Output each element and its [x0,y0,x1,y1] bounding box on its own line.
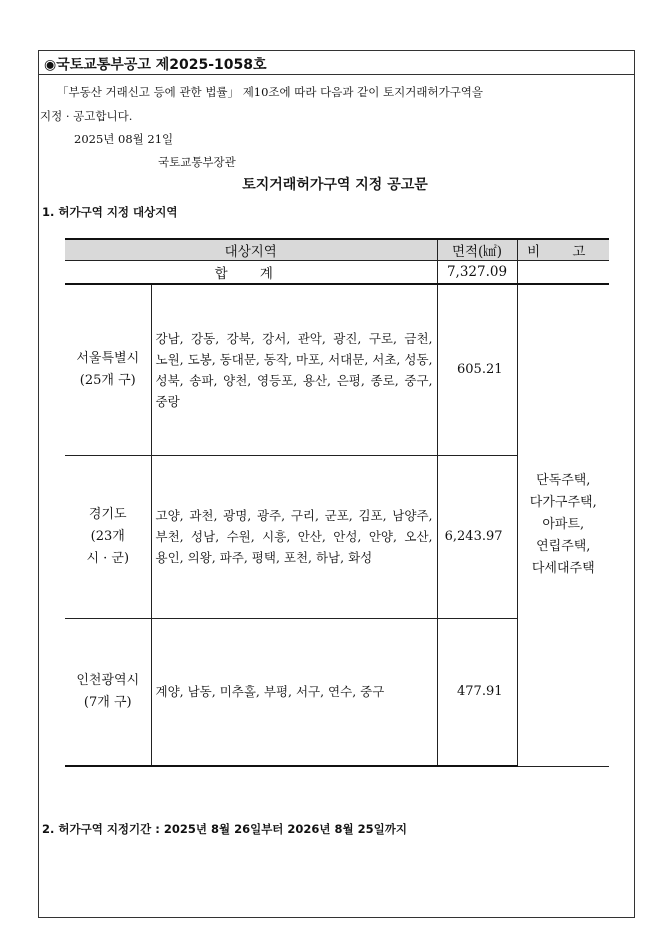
total-row [65,261,609,285]
document-title: 토지거래허가구역 지정 공고문 [242,177,428,193]
section-2-period: 2. 허가구역 지정기간 : 2025년 8월 26일부터 2026년 8월 25일까지 [42,822,407,836]
notice-date: 2025년 08월 21일 [74,132,174,146]
area-gyeonggi: 6,243.97 [437,455,517,618]
designated-areas-table [65,238,609,767]
header-divider [38,74,635,75]
districts-seoul: 강남, 강동, 강북, 강서, 관악, 광진, 구로, 금천, 노원, 도봉, 동대문, 동작, 마포, 서대문, 서초, 성동, 성북, 송파, 양천, 영등포, 용산, 은평, 종로, 중구, 중랑 [151,284,437,455]
header-region: 대상지역 [65,239,437,261]
region-seoul: 서울특별시 (25개 구) [65,284,151,455]
intro-line-2: 지정 · 공고합니다. [40,109,133,123]
housing-types-note: 단독주택, 다가구주택, 아파트, 연립주택, 다세대주택 [517,284,609,766]
total-note [517,261,609,285]
intro-line-1: 「부동산 거래신고 등에 관한 법률」 제10조에 따라 다음과 같이 토지거래허가구역을 [57,85,484,99]
notice-number: ◉국토교통부공고 제2025-1058호 [44,57,267,73]
table-row [65,284,609,455]
area-seoul: 605.21 [437,284,517,455]
issuer: 국토교통부장관 [158,155,236,169]
districts-gyeonggi: 고양, 과천, 광명, 광주, 구리, 군포, 김포, 남양주, 부천, 성남, 수원, 시흥, 안산, 안성, 안양, 오산, 용인, 의왕, 파주, 평택, 포천, 하남, 화성 [151,455,437,618]
total-label: 합 계 [65,261,437,285]
region-gyeonggi: 경기도 (23개 시 · 군) [65,455,151,618]
districts-incheon: 계양, 남동, 미추홀, 부평, 서구, 연수, 중구 [151,618,437,766]
section-1-heading: 1. 허가구역 지정 대상지역 [42,205,178,219]
total-area: 7,327.09 [437,261,517,285]
area-incheon: 477.91 [437,618,517,766]
region-incheon: 인천광역시 (7개 구) [65,618,151,766]
table-header-row [65,239,609,261]
header-area: 면적(㎢) [437,239,517,261]
header-note: 비 고 [517,239,609,261]
